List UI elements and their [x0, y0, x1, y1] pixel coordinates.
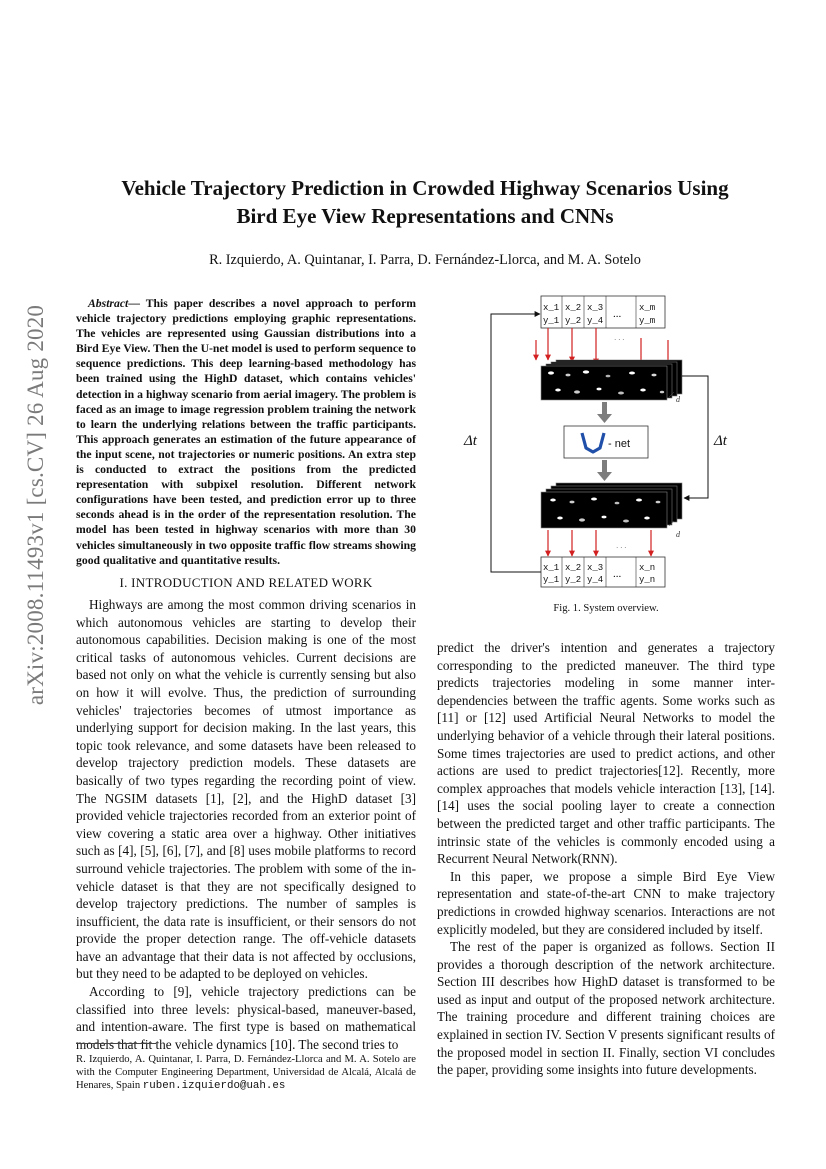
input-coordinates-table — [541, 296, 665, 328]
abstract — [76, 296, 416, 568]
paragraph: Highways are among the most common driving scenarios in which autonomous vehicles are starting to develop their autonomous capabilities. Decision making is one of the most critical tasks of autonomous vehicles. Current decisions are based not only on what the vehicle is currently sensing but also on how it will evolve. Thus, the prediction of surrounding vehicles' trajectories becomes of utmost importance as underlying support for decision making. In the last years, this topic took relevance, and some datasets have been released to develop trajectory prediction models. These datasets are basically of two types regarding the recording point of view. The NGSIM datasets [1], [2], and the HighD dataset [3] provided vehicle trajectories recorded from an exterior point of view covering a static area over a highway. Other initiatives such as [4], [5], [6], [7], and [8] uses mobile platforms to record surround vehicle trajectories. The problem with some of the in-vehicle dataset is that they are not specifically designed to develop trajectory predictions. The number of samples is insufficient, the data rate is insufficient, or their sensors do not provide the proper detection range. The off-vehicle datasets have an advantage that their data is not affected by occlusions, but they need to be adapted to be deployed on vehicles. — [76, 597, 416, 982]
figure-diagram — [436, 280, 776, 590]
table-cell: y_4 — [587, 575, 604, 585]
paragraph: According to [9], vehicle trajectory predictions can be classified into three levels: physical-based, maneuver-based, and intention-aware. The first type is based on mathematical models that fit the vehicle dynamics [10]. The second tries to — [76, 984, 416, 1052]
table-cell: x_2 — [565, 303, 582, 313]
table-cell: y_m — [639, 316, 656, 326]
depth-label: d — [676, 395, 680, 404]
left-feedback-loop — [491, 314, 541, 572]
table-ellipsis: ... — [613, 308, 622, 320]
table-cell: y_1 — [543, 575, 560, 585]
table-cell: y_4 — [587, 316, 604, 326]
footnote-email: ruben.izquierdo@uah.es — [142, 1080, 286, 1093]
section-heading: I. INTRODUCTION AND RELATED WORK — [119, 575, 373, 590]
small-ellipsis: · · · — [614, 336, 625, 344]
footnote — [76, 1053, 416, 1094]
table-cell: x_3 — [587, 563, 604, 573]
footnote-text: R. Izquierdo, A. Quintanar, I. Parra, D. Fernández-Llorca and M. A. Sotelo are with the Computer Engineering Department, Universidad de Alcalá, Alcalá de Henares, Spain — [76, 1054, 416, 1092]
net-label: - net — [608, 438, 631, 450]
table-cell: x_2 — [565, 563, 582, 573]
title-line-1: Vehicle Trajectory Prediction in Crowded Highway Scenarios Using — [121, 176, 729, 200]
table-cell: x_n — [639, 563, 656, 573]
table-cell: x_1 — [543, 563, 560, 573]
table-ellipsis: ... — [613, 568, 622, 580]
arrow-to-net — [597, 402, 612, 423]
arxiv-identifier-text: arXiv:2008.11493v1 [cs.CV] 26 Aug 2020 — [23, 304, 48, 706]
paragraph: In this paper, we propose a simple Bird Eye View representation and state-of-the-art CNN to make trajectory predictions in crowded highway scenarios. Interactions are not explicitly modeled, but they are considered included by itself. — [437, 868, 775, 937]
paragraph: The rest of the paper is organized as follows. Section II provides a thorough description of the network architecture. Section III describes how HighD dataset is transformed to be used as input and output of the proposed network architecture. The training procedure and different training choices are explained in section IV. Section V presents significant results of the proposed model in section II. Finally, section VI concludes the paper, providing some insights into future developments. — [437, 939, 775, 1078]
table-cell: y_2 — [565, 316, 582, 326]
paragraph: predict the driver's intention and generates a trajectory corresponding to the predicted maneuver. The third type predicts trajectories modeling in some manner inter-dependencies between the traffic agents. Some works such as [11] or [12] used Artificial Neural Networks to model the underlying behavior of a vehicle through their lateral positions. Some times trajectories are used to predict actions, and other actions are used to predict trajectories[12]. Recently, more complex approaches that models vehicle interaction [13], [14]. [14] uses the social pooling layer to create a connection between the predicted target and other traffic participants. The intrinsic state of the vehicles is commonly encoded using a Recurrent Neural Network(RNN). — [437, 640, 775, 867]
delta-t-right: Δt — [714, 433, 727, 449]
arrow-from-net — [597, 460, 612, 481]
table-cell: y_2 — [565, 575, 582, 585]
table-cell: x_m — [639, 303, 656, 313]
table-cell: y_1 — [543, 316, 560, 326]
table-cell: x_3 — [587, 303, 604, 313]
right-column-body — [437, 639, 775, 1079]
table-cell: x_1 — [543, 303, 560, 313]
paper-title — [60, 174, 790, 230]
small-ellipsis-bottom: · · · — [616, 544, 627, 552]
output-coordinates-table — [541, 557, 665, 587]
table-cell: y_n — [639, 575, 656, 585]
abstract-text: — This paper describes a novel approach to perform vehicle trajectory predictions employing graphic representations. The vehicles are represented using Gaussian distributions into a Bird Eye View. Then the U-net model is used to perform sequence to sequence predictions. This deep learning-based methodology has been trained using the HighD dataset, which contains vehicles' detection in a highway scenario from aerial imagery. The problem is faced as an image to image regression problem training the network to learn the underlying relations between the traffic participants. This approach generates an estimation of the future appearance of the input scene, not trajectories or numeric positions. An extra step is conducted to extract the positions from the predicted representation with subpixel resolution. Different network configurations have been tested, and prediction error up to three seconds ahead is in the order of the representation resolution. The model has been tested in highway scenarios with more than 30 vehicles simultaneously in two opposite traffic flow streams showing good qualitative and quantitative results. — [76, 297, 416, 567]
unet-box — [564, 426, 648, 458]
system-overview-figure — [436, 280, 776, 590]
abstract-label: Abstract — [88, 297, 129, 310]
arxiv-identifier — [16, 304, 56, 706]
authors: R. Izquierdo, A. Quintanar, I. Parra, D. Fernández-Llorca, and M. A. Sotelo — [209, 252, 641, 268]
right-feedback-loop — [682, 376, 708, 498]
title-line-2: Bird Eye View Representations and CNNs — [236, 204, 614, 228]
output-bev-stack — [541, 483, 682, 539]
left-column-body — [76, 596, 416, 1053]
depth-label-bottom: d — [676, 530, 680, 539]
output-arrows — [548, 530, 651, 556]
figure-caption: Fig. 1. System overview. — [553, 603, 659, 614]
footnote-rule — [76, 1043, 156, 1044]
input-bev-stack — [541, 360, 682, 404]
delta-t-left: Δt — [464, 433, 477, 449]
